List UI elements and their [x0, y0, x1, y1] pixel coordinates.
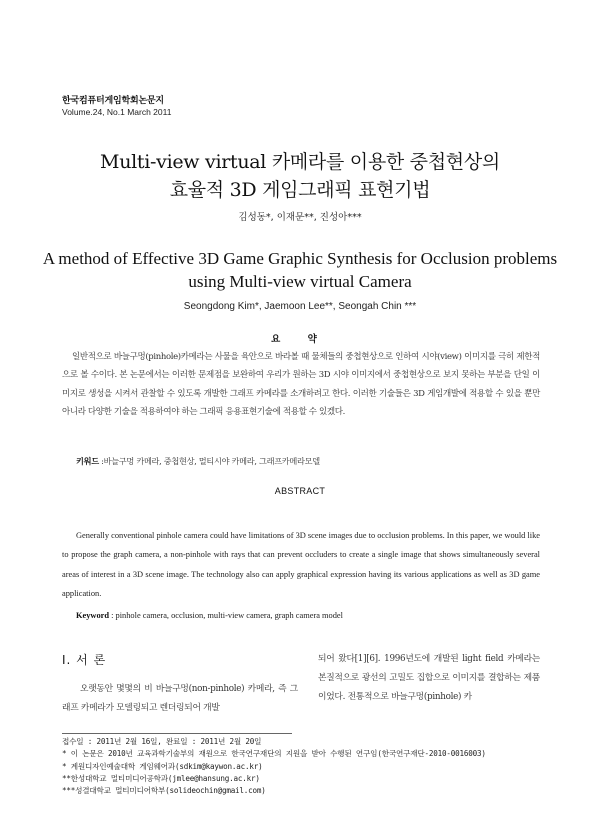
- korean-abstract-heading: 요 약: [271, 334, 329, 345]
- journal-volume: Volume.24, No.1 March 2011: [62, 107, 172, 117]
- english-title-line-2: using Multi-view virtual Camera: [188, 272, 412, 291]
- footnotes: [62, 736, 542, 797]
- journal-name: 한국컴퓨터게임학회논문지: [62, 96, 164, 106]
- korean-title-line-1: Multi-view virtual 카메라를 이용한 중첩현상의: [100, 151, 500, 173]
- english-keywords-label: Keyword: [76, 611, 110, 620]
- korean-title-line-2: 효율적 3D 게임그래픽 표현기법: [169, 179, 431, 201]
- footnote-funding: * 이 논문은 2010년 교육과학기술부의 재원으로 한국연구재단의 지원을 받아 수행된 연구임(한국연구재단-2010-0016003): [62, 749, 486, 759]
- footnote-author-2: **한성대학교 멀티미디어공학과(jmlee@hansung.ac.kr): [62, 773, 260, 783]
- footnote-dates: 접수일 : 2011년 2월 16일, 완료일 : 2011년 2월 20일: [62, 737, 262, 746]
- korean-keywords: [76, 456, 320, 467]
- english-abstract-heading: ABSTRACT: [274, 486, 326, 496]
- korean-keywords-label: 키워드: [76, 456, 99, 466]
- section-1-title: Ⅰ. 서 론: [62, 653, 107, 667]
- footnote-author-3: ***성결대학교 멀티미디어학부(solideochin@gmail.com): [62, 786, 266, 796]
- korean-keywords-list: :바늘구멍 카메라, 중첩현상, 멀티시야 카메라, 그래프카메라모델: [98, 456, 320, 466]
- section-1-right-column: 되어 왔다[1][6]. 1996년도에 개발된 light field 카메라는 본질적으로 광선의 고밀도 집합으로 이미지를 결합하는 제품이었다. 전통적으로 바늘구멍(pinhole) 카: [318, 654, 540, 702]
- footnote-divider: [62, 733, 292, 734]
- korean-authors: 김성동*, 이재문**, 진성아***: [238, 212, 362, 223]
- english-keywords: [76, 611, 343, 620]
- english-title-line-1: A method of Effective 3D Game Graphic Synthesis for Occlusion problems: [42, 249, 558, 268]
- english-keywords-list: : pinhole camera, occlusion, multi-view camera, graph camera model: [109, 611, 343, 620]
- korean-abstract-text: 일반적으로 바늘구멍(pinhole)카메라는 사물을 육안으로 바라볼 때 물체들의 중첩현상으로 인하여 시야(view) 이미지를 극히 제한적으로 볼 수이다. 본 논문에서는 이러한 문제점을 보완하여 우리가 원하는 3D 시야 이미지에서 중첩현상으로 보지 못하는 부분을 단일 이미지로 생성을 시켜서 관찰할 수 있도록 개발한 그래프 카메라를 소개하려고 한다. 이러한 기술들은 3D 게임개발에 적용할 수 있을 뿐만 아니라 다양한 기술을 적용하여야 하는 그래픽 응용표현기술에 적용할 수 있겠다.: [62, 352, 540, 418]
- section-1-left-column: 오랫동안 몇몇의 비 바늘구멍(non-pinhole) 카메라, 즉 그래프 카메라가 모델링되고 렌더링되어 개발: [62, 684, 298, 713]
- english-authors: Seongdong Kim*, Jaemoon Lee**, Seongah Chin ***: [183, 301, 417, 312]
- english-abstract-text: Generally conventional pinhole camera could have limitations of 3D scene images due to occlusion problems. In this paper, we would like to propose the graph camera, a non-pinhole with rays that can prevent occluders to create a single image that shows simultaneously several areas of interest in a 3D scene image. The technology also can apply graphical expression having its various applications as well as 3D game application.: [62, 531, 540, 599]
- footnote-author-1: * 계원디자인예술대학 게임웨어과(sdkim@kaywon.ac.kr): [62, 761, 263, 771]
